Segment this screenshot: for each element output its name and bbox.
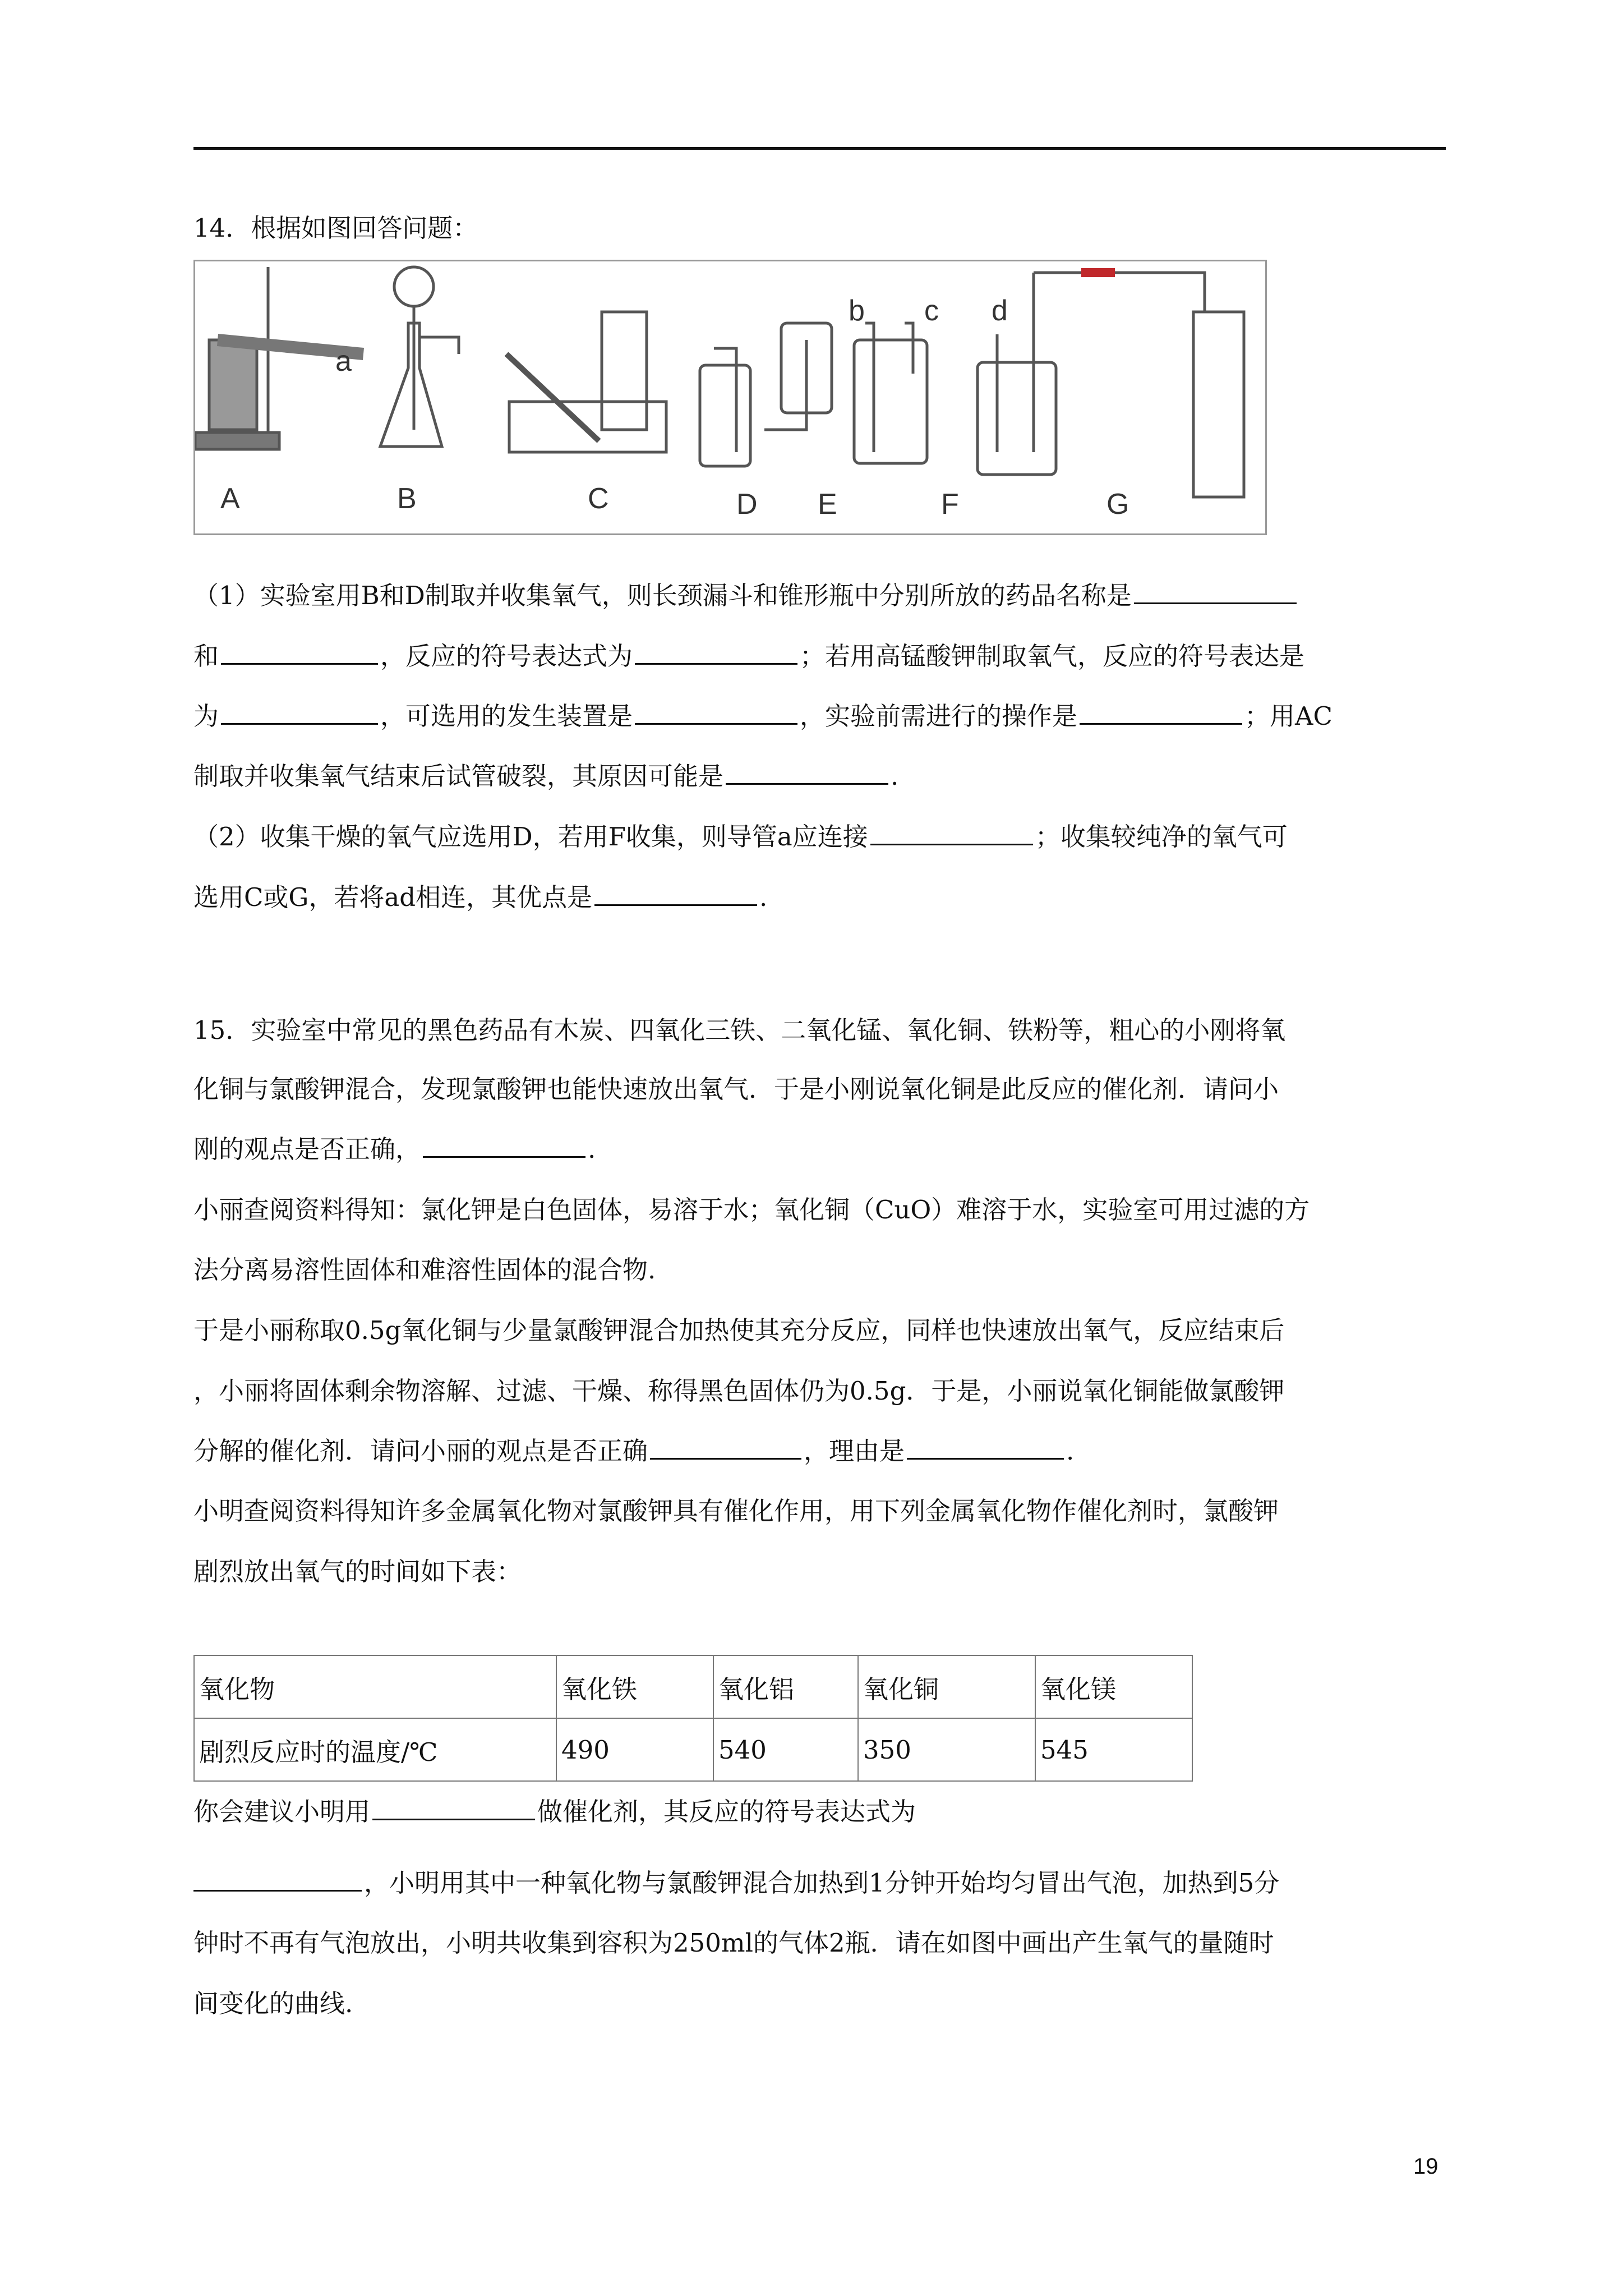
q15-line1: 15．实验室中常见的黑色药品有木炭、四氧化三铁、二氧化锰、氧化铜、铁粉等，粗心的小刚将氧 xyxy=(193,1015,1286,1045)
lamp xyxy=(209,340,257,430)
q15-line4: 小丽查阅资料得知：氯化钾是白色固体，易溶于水；氧化铜（CuO）难溶于水，实验室可用过滤的方 xyxy=(193,1195,1310,1225)
q15-line9: 小明查阅资料得知许多金属氧化物对氯酸钾具有催化作用，用下列金属氧化物作催化剂时，氯酸钾 xyxy=(193,1496,1279,1526)
answer-blank[interactable] xyxy=(221,638,378,665)
measuring-cylinder xyxy=(1193,312,1244,497)
label-b: b xyxy=(849,295,865,327)
q15-line13: 钟时不再有气泡放出，小明共收集到容积为250ml的气体2瓶．请在如图中画出产生氧气的量随时 xyxy=(193,1928,1274,1958)
answer-blank[interactable] xyxy=(870,819,1033,845)
q15-line2: 化铜与氯酸钾混合，发现氯酸钾也能快速放出氧气．于是小刚说氧化铜是此反应的催化剂．请问小 xyxy=(193,1074,1279,1104)
q14-p1-line4: 制取并收集氧气结束后试管破裂，其原因可能是 . xyxy=(193,758,1450,794)
answer-blank[interactable] xyxy=(635,638,797,665)
label-C: C xyxy=(588,482,609,515)
q15-line11: 你会建议小明用 做催化剂，其反应的符号表达式为 xyxy=(193,1794,1450,1830)
answer-blank[interactable] xyxy=(1134,578,1297,604)
answer-blank[interactable] xyxy=(193,1865,362,1892)
header-rule xyxy=(193,147,1446,150)
page-number: 19 xyxy=(1413,2154,1438,2179)
catalyst-table xyxy=(193,1655,1193,1782)
answer-blank[interactable] xyxy=(907,1433,1064,1460)
label-A: A xyxy=(220,482,240,515)
label-a: a xyxy=(335,345,352,378)
answer-blank[interactable] xyxy=(726,758,888,785)
table-cell: 氧化铝 xyxy=(713,1655,858,1718)
q14-title: 14．根据如图回答问题： xyxy=(193,213,478,243)
delivery-tube-c xyxy=(506,354,599,441)
table-cell: 氧化镁 xyxy=(1035,1655,1192,1718)
table-row xyxy=(194,1718,1192,1781)
answer-blank[interactable] xyxy=(635,698,797,725)
q15-line6: 于是小丽称取0.5g氧化铜与少量氯酸钾混合加热使其充分反应，同样也快速放出氧气，反应结束后 xyxy=(193,1315,1285,1345)
answer-blank[interactable] xyxy=(372,1794,535,1820)
table-cell: 氧化物 xyxy=(194,1655,556,1718)
q14-p1-line2: 和 ，反应的符号表达式为 ；若用高锰酸钾制取氧气，反应的符号表达是 xyxy=(193,638,1450,674)
bottle-g xyxy=(978,362,1056,475)
q14-p2-line1: （2）收集干燥的氧气应选用D，若用F收集，则导管a应连接 ；收集较纯净的氧气可 xyxy=(193,819,1450,855)
answer-blank[interactable] xyxy=(221,698,378,725)
long-funnel xyxy=(394,267,434,306)
table-header-row xyxy=(194,1655,1192,1718)
table-cell: 490 xyxy=(556,1718,713,1781)
label-d: d xyxy=(992,295,1008,327)
q15-line5: 法分离易溶性固体和难溶性固体的混合物. xyxy=(193,1255,656,1285)
q15-line8: 分解的催化剂．请问小丽的观点是否正确 ，理由是 . xyxy=(193,1433,1450,1469)
label-G: G xyxy=(1106,488,1129,521)
q15-line7: ，小丽将固体剩余物溶解、过滤、干燥、称得黑色固体仍为0.5g．于是，小丽说氧化铜能做氯酸钾 xyxy=(193,1376,1285,1406)
table-cell: 氧化铁 xyxy=(556,1655,713,1718)
stand-base xyxy=(195,432,279,449)
label-B: B xyxy=(397,482,417,515)
table-cell: 545 xyxy=(1035,1718,1192,1781)
q14-p2-line2: 选用C或G，若将ad相连，其优点是 . xyxy=(193,880,1450,915)
q15-line12: ，小明用其中一种氧化物与氯酸钾混合加热到1分钟开始均匀冒出气泡，加热到5分 xyxy=(193,1865,1450,1901)
answer-blank[interactable] xyxy=(594,880,757,906)
answer-blank[interactable] xyxy=(650,1433,801,1460)
q15-line10: 剧烈放出氧气的时间如下表： xyxy=(193,1557,522,1586)
label-D: D xyxy=(736,488,758,521)
bottle-f xyxy=(854,340,927,463)
label-E: E xyxy=(818,488,837,521)
label-c: c xyxy=(924,295,939,327)
apparatus-figure xyxy=(193,260,1267,535)
rubber-tube xyxy=(1081,268,1115,277)
q14-p1-line3: 为 ，可选用的发生装置是 ，实验前需进行的操作是 ；用AC xyxy=(193,698,1450,734)
table-cell: 350 xyxy=(858,1718,1035,1781)
answer-blank[interactable] xyxy=(423,1131,585,1158)
table-cell: 剧烈反应时的温度/℃ xyxy=(194,1718,556,1781)
bottle-d xyxy=(700,365,750,466)
q14-p1-line1: （1）实验室用B和D制取并收集氧气，则长颈漏斗和锥形瓶中分别所放的药品名称是 xyxy=(193,578,1450,614)
apparatus-drawing xyxy=(195,261,1265,533)
collection-jar-c xyxy=(602,312,647,430)
conical-flask xyxy=(380,323,442,447)
q15-line14: 间变化的曲线. xyxy=(193,1989,353,2018)
table-cell: 540 xyxy=(713,1718,858,1781)
table-cell: 氧化铜 xyxy=(858,1655,1035,1718)
label-F: F xyxy=(941,488,959,521)
answer-blank[interactable] xyxy=(1080,698,1242,725)
q15-line3: 刚的观点是否正确， . xyxy=(193,1131,1450,1167)
